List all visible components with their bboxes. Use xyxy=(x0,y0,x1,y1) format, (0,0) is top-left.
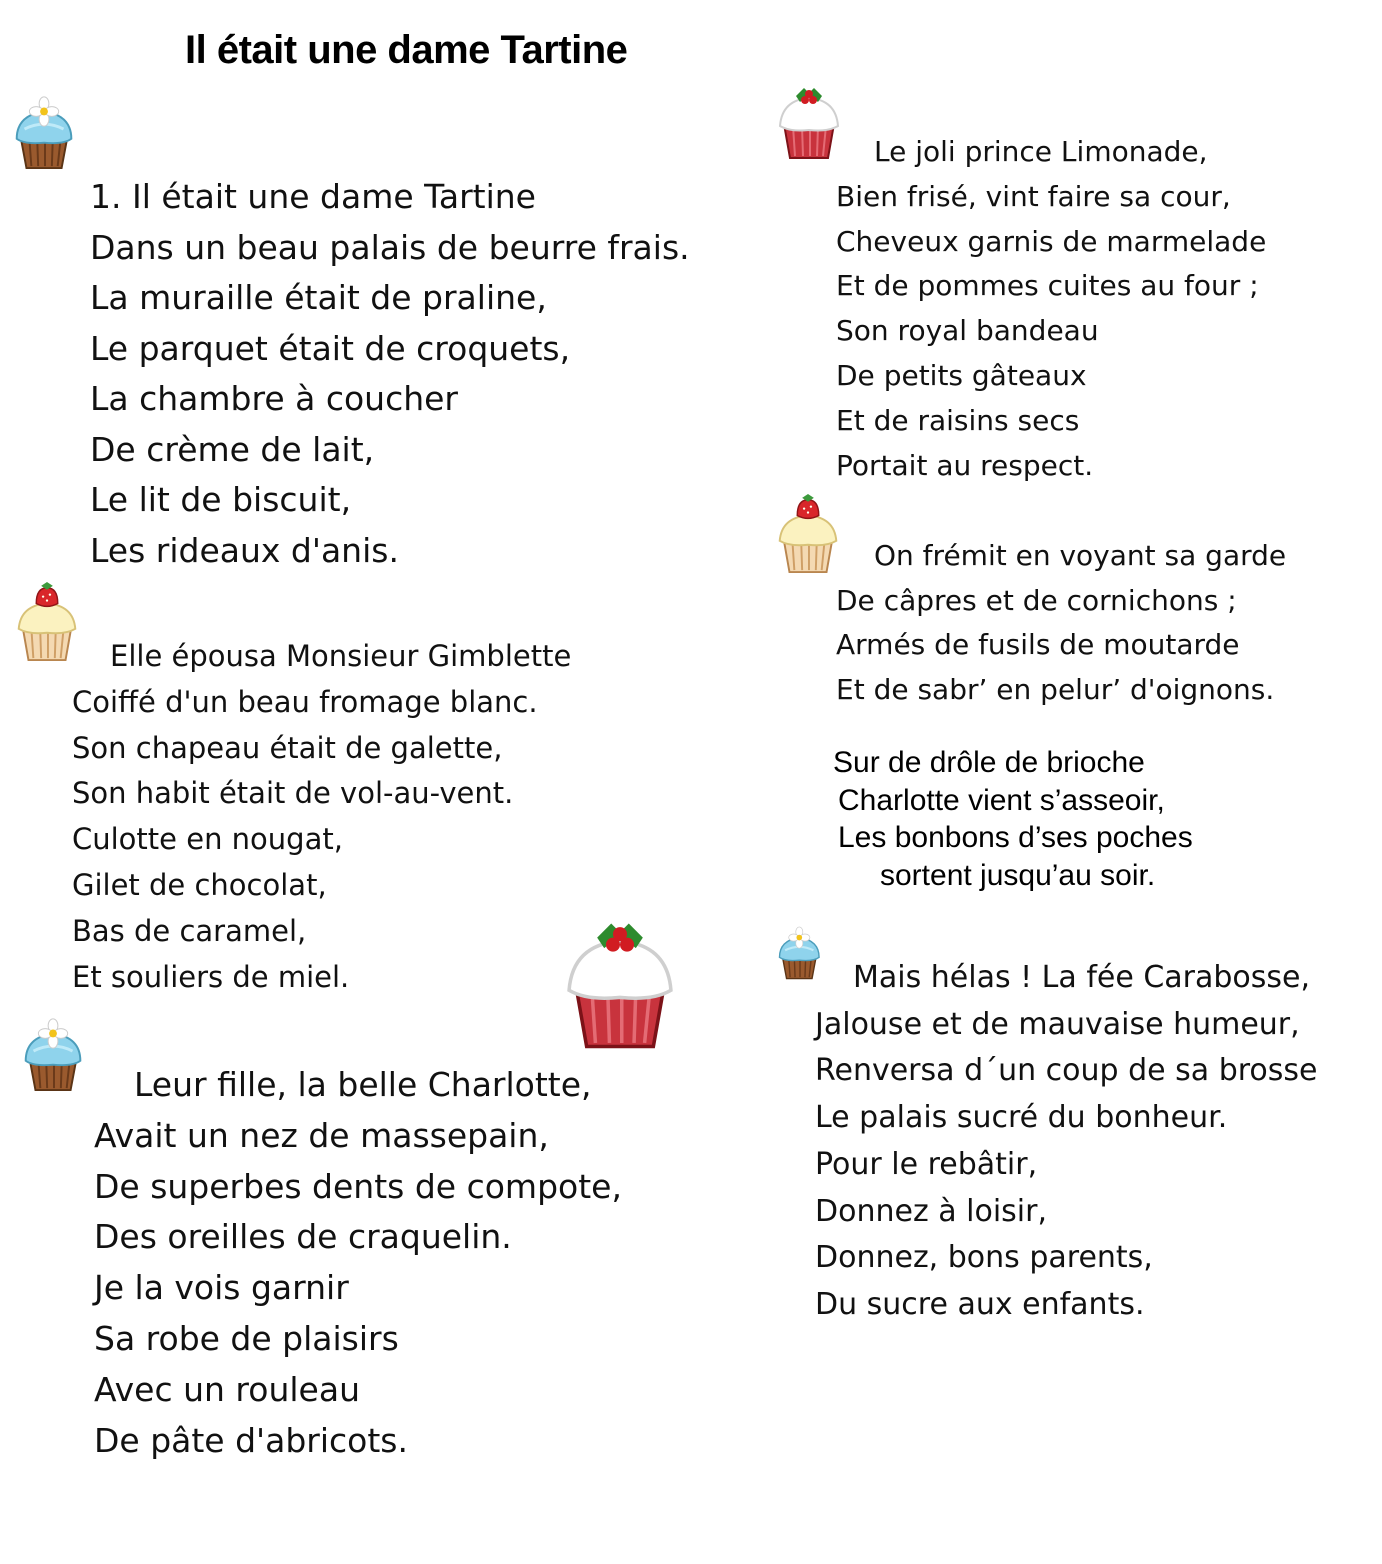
cupcake-strawberry-icon xyxy=(12,582,82,662)
verse-line: Son habit était de vol-au-vent. xyxy=(72,776,514,811)
verse-line: Charlotte vient s’asseoir, xyxy=(838,783,1165,817)
verse-line: Bas de caramel, xyxy=(72,913,307,948)
cupcake-holly-icon xyxy=(558,906,682,1050)
stanza-4 xyxy=(836,130,1266,488)
verse-line: Et de raisins secs xyxy=(836,403,1080,437)
cupcake-strawberry-icon xyxy=(772,494,844,574)
verse-line: Du sucre aux enfants. xyxy=(815,1286,1145,1322)
cupcake-flower-icon xyxy=(12,90,78,170)
verse-line: Portait au respect. xyxy=(836,448,1094,482)
verse-line: La chambre à coucher xyxy=(90,379,458,418)
verse-line: Sa robe de plaisirs xyxy=(94,1318,399,1358)
verse-line: De crème de lait, xyxy=(90,429,375,469)
cupcake-flower-icon xyxy=(20,1012,88,1092)
stanza-7 xyxy=(815,955,1318,1329)
verse-line: Avait un nez de massepain, xyxy=(94,1115,549,1155)
verse-line: De petits gâteaux xyxy=(836,358,1087,392)
verse-line: Sur de drôle de brioche xyxy=(833,746,1145,779)
verse-line: Coiffé d'un beau fromage blanc. xyxy=(72,684,538,719)
verse-line: Cheveux garnis de marmelade xyxy=(836,224,1267,258)
verse-line: Le parquet était de croquets, xyxy=(90,328,571,368)
stanza-5 xyxy=(836,534,1286,713)
verse-line: Donnez à loisir, xyxy=(815,1193,1048,1229)
verse-line: Renversa d´un coup de sa brosse xyxy=(815,1053,1318,1089)
verse-line: Mais hélas ! La fée Carabosse, xyxy=(853,960,1311,995)
verse-line: De superbes dents de compote, xyxy=(94,1166,622,1206)
verse-line: Et de sabr’ en pelur’ d'oignons. xyxy=(836,673,1275,707)
page-title: Il était une dame Tartine xyxy=(185,28,628,72)
verse-line: De pâte d'abricots. xyxy=(94,1420,408,1460)
verse-line: Armés de fusils de moutarde xyxy=(836,628,1240,662)
verse-line: Les rideaux d'anis. xyxy=(90,530,399,570)
stanza-6 xyxy=(833,744,1193,894)
stanza-3 xyxy=(94,1060,622,1466)
verse-line: Et souliers de miel. xyxy=(72,959,350,994)
verse-line: On frémit en voyant sa garde xyxy=(874,539,1287,572)
verse-line: Des oreilles de craquelin. xyxy=(94,1217,512,1257)
verse-line: Leur fille, la belle Charlotte, xyxy=(134,1065,592,1104)
verse-line: Son chapeau était de galette, xyxy=(72,730,503,765)
cupcake-flower-icon xyxy=(775,922,825,980)
verse-line: Dans un beau palais de beurre frais. xyxy=(90,227,690,267)
verse-line: Son royal bandeau xyxy=(836,314,1099,348)
verse-line: sortent jusqu’au soir. xyxy=(880,858,1156,892)
verse-line: La muraille était de praline, xyxy=(90,278,547,317)
cupcake-holly-icon xyxy=(774,78,844,160)
verse-line: Les bonbons d’ses poches xyxy=(838,821,1193,854)
verse-line: Elle épousa Monsieur Gimblette xyxy=(110,639,572,673)
verse-line: Le palais sucré du bonheur. xyxy=(815,1100,1228,1136)
verse-line: Et de pommes cuites au four ; xyxy=(836,269,1259,303)
stanza-1 xyxy=(90,172,690,576)
verse-line: Donnez, bons parents, xyxy=(815,1240,1153,1276)
verse-line: 1. Il était une dame Tartine xyxy=(90,177,536,216)
verse-line: De câpres et de cornichons ; xyxy=(836,583,1237,617)
verse-line: Avec un rouleau xyxy=(94,1369,360,1409)
verse-line: Je la vois garnir xyxy=(94,1268,349,1308)
verse-line: Jalouse et de mauvaise humeur, xyxy=(815,1006,1300,1042)
verse-line: Pour le rebâtir, xyxy=(815,1146,1038,1182)
verse-line: Le lit de biscuit, xyxy=(90,480,352,519)
verse-line: Gilet de chocolat, xyxy=(72,867,327,902)
verse-line: Culotte en nougat, xyxy=(72,822,343,857)
verse-line: Bien frisé, vint faire sa cour, xyxy=(836,179,1231,213)
verse-line: Le joli prince Limonade, xyxy=(874,135,1208,168)
stanza-2 xyxy=(72,634,571,1000)
